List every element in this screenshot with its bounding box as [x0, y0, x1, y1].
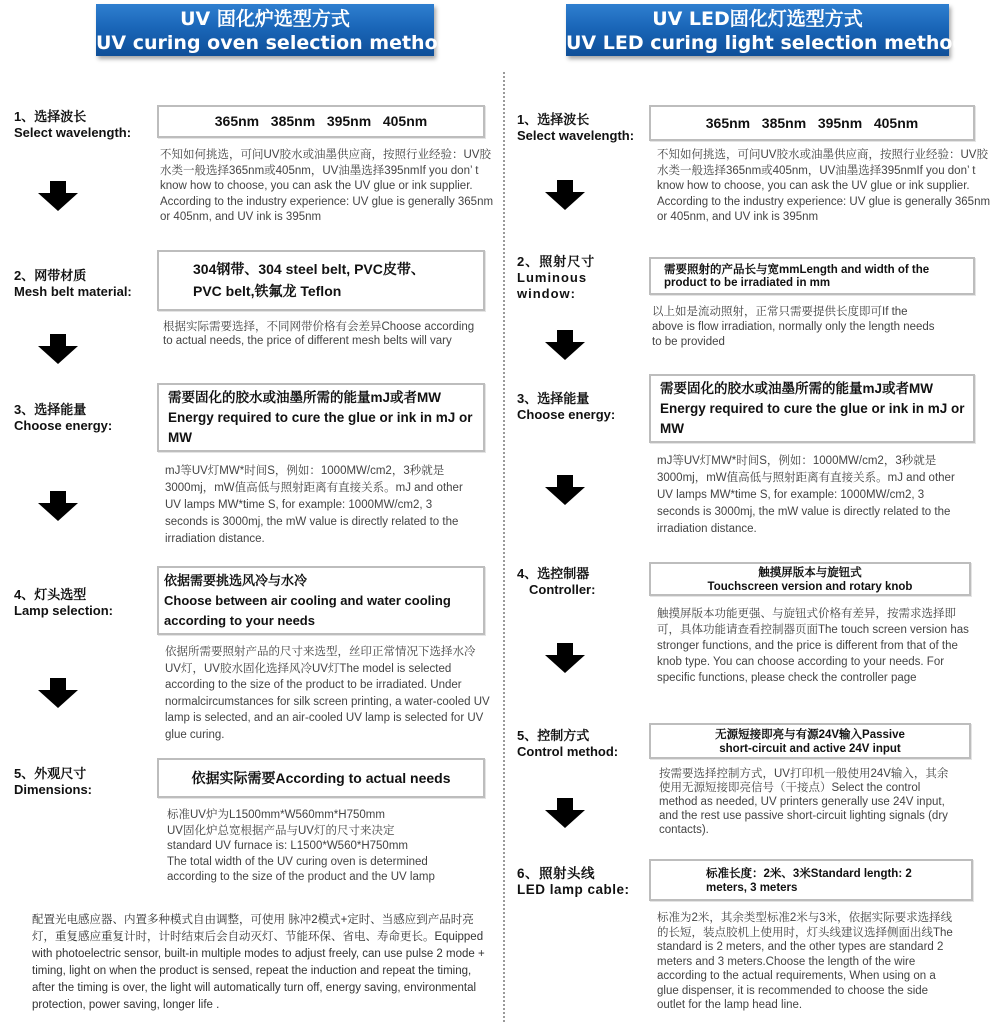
left-step3-label-cn: 3、选择能量: [14, 402, 87, 417]
down-arrow-icon: [38, 491, 78, 521]
right-step1-label: [517, 112, 634, 144]
left-step1-label-cn: 1、选择波长: [14, 109, 87, 124]
left-step4-label-en: Lamp selection:: [14, 603, 113, 618]
down-arrow-icon: [38, 334, 78, 364]
down-arrow-icon: [38, 678, 78, 708]
dimensions-line: UV固化炉总宽根据产品与UV灯的尺寸来决定: [167, 824, 395, 837]
left-step4-label-cn: 4、灯头选型: [14, 587, 87, 602]
left-step3-label: [14, 402, 112, 434]
left-energy-box-line1: 需要固化的胶水或油墨所需的能量mJ或者MW: [168, 390, 441, 405]
left-step1-label: [14, 109, 131, 141]
right-step6-label-en: LED lamp cable:: [517, 882, 630, 897]
left-step3-label-en: Choose energy:: [14, 418, 113, 433]
left-step4-label: [14, 587, 113, 619]
down-arrow-icon: [545, 798, 585, 828]
left-footer-note: 配置光电感应器、内置多种模式自由调整，可使用 脉冲2模式+定时、当感应到产品时亮灯，重复感应重复计时，计时结束后会自动灭灯、节能环保、省电、寿命更长。Equipped with photoelectric sensor, built-in multiple modes to adjust freely, can use pulse 2 mode + timing, light on when the product is sensed, repeat the induction and repeat the timing, after the timing is over, the light will automatically turn off, energy saving, environmental protection, power saving, longer life .: [32, 914, 485, 1011]
right-step6-label-cn: 6、照射头线: [517, 866, 596, 881]
down-arrow-icon: [545, 475, 585, 505]
right-window-box: 需要照射的产品长与宽mmLength and width of the product to be irradiated in mm: [649, 257, 975, 295]
right-step1-label-cn: 1、选择波长: [517, 112, 590, 127]
right-step1-label-en: Select wavelength:: [517, 128, 635, 143]
left-step5-desc: [167, 808, 497, 886]
left-lamp-box-line2: Choose between air cooling and water cooling according to your needs: [164, 593, 451, 628]
left-step5-label-cn: 5、外观尺寸: [14, 766, 87, 781]
left-step5-label: [14, 766, 92, 798]
down-arrow-icon: [545, 330, 585, 360]
dimensions-line: standard UV furnace is: L1500*W560*H750mm: [167, 840, 408, 852]
left-step5-label-en: Dimensions:: [14, 782, 93, 797]
left-belt-box: [157, 250, 485, 311]
dimensions-line: according to the size of the product and the UV lamp: [167, 871, 435, 883]
right-energy-box: [649, 374, 975, 443]
left-step2-label-en: Mesh belt material:: [14, 284, 132, 299]
down-arrow-icon: [38, 181, 78, 211]
dimensions-line: 标准UV炉为L1500mm*W560mm*H750mm: [167, 809, 385, 821]
right-control-box-line1: 无源短接即亮与有源24V输入Passive: [715, 729, 905, 741]
right-step6-desc: 标准为2米，其余类型标准2米与3米，依据实际要求选择线的长短，装点胶机上使用时，灯头线建议选择侧面出线The standard is 2 meters, and the other types are standard 2 meters and 3 meters.Choose the length of the wire according to the actual requirements, When using on a glue dispenser, it is recommended to choose the side outlet for the lamp head line.: [657, 912, 953, 1011]
left-wavelength-box: 365nm 385nm 395nm 405nm: [157, 105, 485, 138]
left-step1-desc: 不知如何挑选，可问UV胶水或油墨供应商，按照行业经验：UV胶水类一般选择365nm或405nm，UV油墨选择395nmIf you don’ t know how to choose, you can ask the UV glue or ink supplier. According to the industry experience: UV glue is generally 365nm or 405nm, and UV ink is 395nm: [160, 149, 494, 223]
right-control-box-line2: short-circuit and active 24V input: [719, 742, 901, 755]
right-controller-box-line2: Touchscreen version and rotary knob: [707, 580, 913, 593]
right-step4-desc: 触摸屏版本功能更强、与旋钮式价格有差异，按需求选择即可，具体功能请查看控制器页面The touch screen version has stronger functions, and the price is different from that of the knob type. You can choose according to your needs. For specific functions, please check the controller page: [657, 608, 969, 684]
left-banner-title-cn: UV 固化炉选型方式: [180, 8, 350, 30]
left-lamp-box-line1: 依据需要挑选风冷与水冷: [164, 573, 308, 588]
left-belt-box-line2: PVC belt,铁氟龙 Teflon: [193, 283, 342, 299]
left-step2-desc: 根据实际需要选择，不同网带价格有会差异Choose according to actual needs, the price of different mesh belts will vary: [163, 321, 475, 347]
right-step5-desc: 按需要选择控制方式，UV打印机一般使用24V输入，其余使用无源短接即亮信号（干接点）Select the control method as needed, UV printers generally use 24V input, and the rest use passive short-circuit lighting signals (dry contacts).: [659, 768, 949, 836]
right-step2-label: [517, 254, 595, 302]
right-control-method-box: [649, 723, 971, 759]
dimensions-line: The total width of the UV curing oven is determined: [167, 855, 428, 868]
right-wavelength-box: 365nm 385nm 395nm 405nm: [649, 105, 975, 141]
left-step2-label: [14, 268, 132, 300]
left-step1-label-en: Select wavelength:: [14, 125, 132, 140]
left-dimensions-box: 依据实际需要According to actual needs: [157, 758, 485, 798]
right-step6-label: [517, 866, 630, 898]
left-step2-label-cn: 2、网带材质: [14, 268, 87, 283]
right-step4-label-en: Controller:: [529, 582, 596, 597]
right-step2-desc: 以上如是流动照射，正常只需要提供长度即可If the above is flow irradiation, normally only the length needs to be provided: [652, 306, 935, 348]
left-energy-box-line2: Energy required to cure the glue or ink in mJ or MW: [168, 410, 473, 445]
right-step4-label: [517, 566, 595, 598]
right-step5-label-cn: 5、控制方式: [517, 728, 590, 743]
right-step3-label-en: Choose energy:: [517, 407, 616, 422]
left-belt-box-line1: 304钢带、304 steel belt, PVC皮带、: [193, 261, 425, 277]
right-controller-box-line1: 触摸屏版本与旋钮式: [758, 567, 862, 579]
down-arrow-icon: [545, 180, 585, 210]
left-step4-desc: 依据所需要照射产品的尺寸来选型，丝印正常情况下选择水冷UV灯，UV胶水固化选择风冷UV灯The model is selected according to the size of the product to be irradiated. Under normalcircumstances for silk screen printing, a water-cooled UV lamp is selected, and an air-cooled UV lamp is selected for UV glue curing.: [165, 646, 490, 741]
right-energy-box-line1: 需要固化的胶水或油墨所需的能量mJ或者MW: [660, 381, 933, 396]
right-step3-label-cn: 3、选择能量: [517, 391, 590, 406]
down-arrow-icon: [545, 643, 585, 673]
right-step2-label-cn: 2、照射尺寸: [517, 254, 596, 269]
right-step2-label-en-2: window:: [517, 286, 576, 301]
right-step2-label-en-1: Luminous: [517, 270, 588, 285]
right-step5-label-en: Control method:: [517, 744, 619, 759]
left-step3-desc: mJ等UV灯MW*时间S，例如：1000MW/cm2，3秒就是3000mj，mW值高低与照射距离有直接关系。mJ and other UV lamps MW*time S, for example: 1000MW/cm2, 3 seconds is 3000mj, the mW value is directly related to the irradiation distance.: [165, 465, 463, 545]
right-energy-box-line2: Energy required to cure the glue or ink in mJ or MW: [660, 401, 965, 436]
right-controller-box: [649, 562, 971, 596]
right-step3-desc: mJ等UV灯MW*时间S，例如：1000MW/cm2，3秒就是3000mj，mW值高低与照射距离有直接关系。mJ and other UV lamps MW*time S, for example: 1000MW/cm2, 3 seconds is 3000mj, the mW value is directly related to the irradiation distance.: [657, 455, 955, 535]
right-step5-label: [517, 728, 618, 760]
right-step4-label-cn: 4、选控制器: [517, 566, 590, 581]
right-cable-box: 标准长度：2米、3米Standard length: 2 meters, 3 meters: [649, 859, 973, 901]
column-divider: [503, 72, 505, 1022]
left-banner-title-en: UV curing oven selection method: [96, 32, 452, 54]
left-energy-box: [157, 383, 485, 452]
right-banner-title-cn: UV LED固化灯选型方式: [652, 8, 863, 30]
right-step1-desc: 不知如何挑选，可问UV胶水或油墨供应商，按照行业经验：UV胶水类一般选择365nm或405nm，UV油墨选择395nmIf you don’ t know how to choose, you can ask the UV glue or ink supplier. According to the industry experience: UV glue is generally 365nm or 405nm, and UV ink is 395nm: [657, 149, 991, 223]
left-lamp-box: [157, 566, 485, 635]
right-step3-label: [517, 391, 615, 423]
right-banner: [566, 4, 967, 56]
right-banner-title-en: UV LED curing light selection method: [566, 32, 967, 54]
left-banner: [96, 4, 452, 56]
